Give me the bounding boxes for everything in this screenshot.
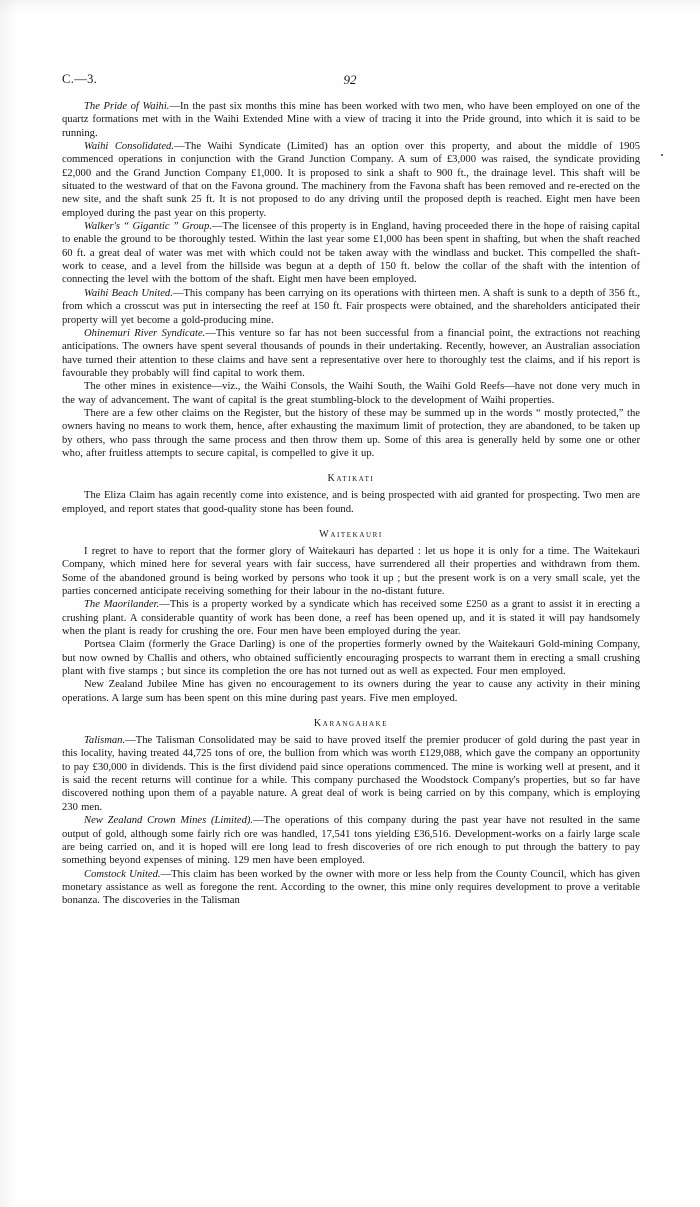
paragraph-run-in: Ohinemuri River Syndicate. (84, 327, 206, 339)
paragraph-run-in: Comstock United. (84, 868, 161, 880)
scan-edge-shadow-left (0, 0, 16, 1207)
page-header (0, 72, 700, 90)
paragraph-run-in: Talisman. (84, 735, 126, 747)
paragraph (62, 287, 640, 327)
paragraph (62, 868, 640, 908)
margin-mark (661, 154, 663, 156)
section-heading-katikati: Katikati (327, 473, 375, 485)
paragraph-text: —This venture so far has not been successful from a financial point, the extractions not reaching anticipations. The owners have spent several thousands of pounds in their undertaking. Recently, however, an Australian association have turned their attention to these claims and have sent a representative over here to thoroughly test the claims, and if his report is favourable they probably will find capital to work them. (62, 327, 640, 379)
paragraph (62, 489, 640, 516)
paragraph (62, 678, 640, 705)
section-heading-karangahake: Karangahake (313, 718, 389, 730)
paragraph (62, 545, 640, 598)
paragraph-text: The other mines in existence—viz., the Waihi Consols, the Waihi South, the Waihi Gold Reefs—have not done very much in the way of advancement. The want of capital is the great stumbling-block to the development of Waihi properties. (62, 381, 640, 406)
paragraph (62, 380, 640, 407)
paragraph-text: New Zealand Jubilee Mine has given no encouragement to its owners during the year to cause any activity in their mining operations. A large sum has been spent on this mine during past years. Five men employed. (62, 679, 640, 704)
paragraph-text: —This claim has been worked by the owner with more or less help from the County Council, which has given monetary assistance as well as foregone the rent. According to the owner, this mine only requires development to prove a veritable bonanza. The discoveries in the Talisman (62, 868, 640, 907)
paragraph-text: —This company has been carrying on its operations with thirteen men. A shaft is sunk to a depth of 356 ft., from which a crosscut was put in intersecting the reef at 150 ft. Fair prospects were obtained, and the shareholders anticipated their property will yet become a gold-producing mine. (62, 287, 640, 326)
paragraph-run-in: New Zealand Crown Mines (Limited). (84, 815, 254, 827)
paragraph-run-in: Waihi Consolidated. (84, 141, 174, 153)
paragraph-run-in: Waihi Beach United. (84, 287, 173, 299)
paragraph (62, 100, 640, 140)
paragraph-text: I regret to have to report that the former glory of Waitekauri has departed : let us hope it is only for a time. The Waitekauri Company, which mined here for several years with fair success, have surrendered all their properties and withdrawn from them. Some of the abandoned ground is being worked by persons who took it up ; but the present work is on a very small scale, yet the parties concerned anticipate receiving something for their labour in the no-distant future. (62, 545, 640, 597)
paragraph (62, 598, 640, 638)
paragraph (62, 734, 640, 814)
paragraph-text: Portsea Claim (formerly the Grace Darling) is one of the properties formerly owned by the Waitekauri Gold-mining Company, but now owned by Challis and others, who obtained sufficiently encouraging prospects to warrant them in erecting a small crushing plant with five stamps ; but since its completion the ore has not turned out as well as expected. Four men employed. (62, 639, 640, 678)
paragraph (62, 407, 640, 460)
paragraph-run-in: The Maorilander. (84, 599, 160, 611)
paragraph-text: —The operations of this company during the past year have not resulted in the same output of gold, although some fairly rich ore was handled, 17,541 tons yielding £36,516. Development-works on a fairly large scale are being carried on, and it is hoped will ere long lead to fresh discoveries of ore rich enough to put through the battery to pay something beyond expenses of mining. 129 men have been employed. (62, 815, 640, 867)
paragraph (62, 814, 640, 867)
body-text-column (62, 100, 640, 908)
paragraph-run-in: Walker's “ Gigantic ” Group. (84, 221, 212, 233)
folio-left: C.—3. (62, 72, 98, 86)
paragraph-run-in: The Pride of Waihi. (84, 101, 170, 112)
paragraph-text: —The licensee of this property is in England, having proceeded there in the hope of raising capital to enable the ground to be thoroughly tested. Within the last year some £1,000 has been spent in shafting, but when the shaft reached 60 ft. a great deal of water was met with which could not be taken away with the windlass and bucket. This compelled the shaft-work to cease, and a level from the hillside was begun at a depth of 150 ft. below the collar of the shaft with the intention of connecting the level with the bottom of the shaft. Eight men have been employed. (62, 221, 641, 286)
paragraph (62, 220, 640, 287)
paragraph-text: The Eliza Claim has again recently come into existence, and is being prospected with aid granted for prospecting. Two men are employed, and report states that good-quality stone has been found. (62, 490, 640, 515)
paragraph-text: There are a few other claims on the Register, but the history of these may be summed up in the words “ mostly protected,” the owners having no means to work them, hence, after exhausting the maximum limit of protection, they are abandoned, to be taken up by others, who pass through the same process and then throw them up. Some of this area is generally held by some one or other who, after fruitless attempts to secure capital, is compelled to give it up. (62, 407, 640, 459)
paragraph (62, 638, 640, 678)
page-number: 92 (343, 72, 357, 87)
paragraph-text: —The Waihi Syndicate (Limited) has an option over this property, and about the middle of 1905 commenced operations in conjunction with the Grand Junction Company. A sum of £3,000 was raised, the syndicate providing £2,000 and the Grand Junction Company £1,000. It is proposed to sink a shaft to 900 ft., the drainage level. This shaft will be situated to the westward of that on the Favona ground. The machinery from the Favona shaft has been removed and re-erected on the new site, and the shaft sunk 25 ft. It is not proposed to do any driving until the proposed depth is reached. Eight men have been employed during the past year on this property. (62, 141, 641, 219)
paragraph-text: —The Talisman Consolidated may be said to have proved itself the premier producer of gold during the past year in this locality, having treated 44,725 tons of ore, the bullion from which was worth £129,088, which gave the company an opportunity to pay £30,000 in dividends. This is the first dividend paid since operations commenced. The mine is working well at present, and it is said the recent returns will continue for a while. This company purchased the Woodstock Company's properties, but so far have discovered nothing upon them of a payable nature. A great deal of work is being carried on by this company, which is employing 230 men. (62, 735, 640, 813)
paragraph-text: —This is a property worked by a syndicate which has received some £250 as a grant to assist it in erecting a crushing plant. A considerable quantity of work has been done, a reef has been opened up, and it is stated it will pay handsomely when the plant is ready for crushing the ore. Four men have been employed during the year. (62, 599, 640, 638)
paragraph-text: —In the past six months this mine has been worked with two men, who have been employed on one of the quartz formations met with in the Waihi Extended Mine with a view of tracing it into the Pride ground, into which it is said to be running. (62, 101, 640, 139)
paragraph (62, 140, 640, 220)
section-heading-waitekauri: Waitekauri (319, 528, 383, 540)
paragraph (62, 327, 640, 380)
scan-edge-shadow-top (0, 0, 700, 12)
